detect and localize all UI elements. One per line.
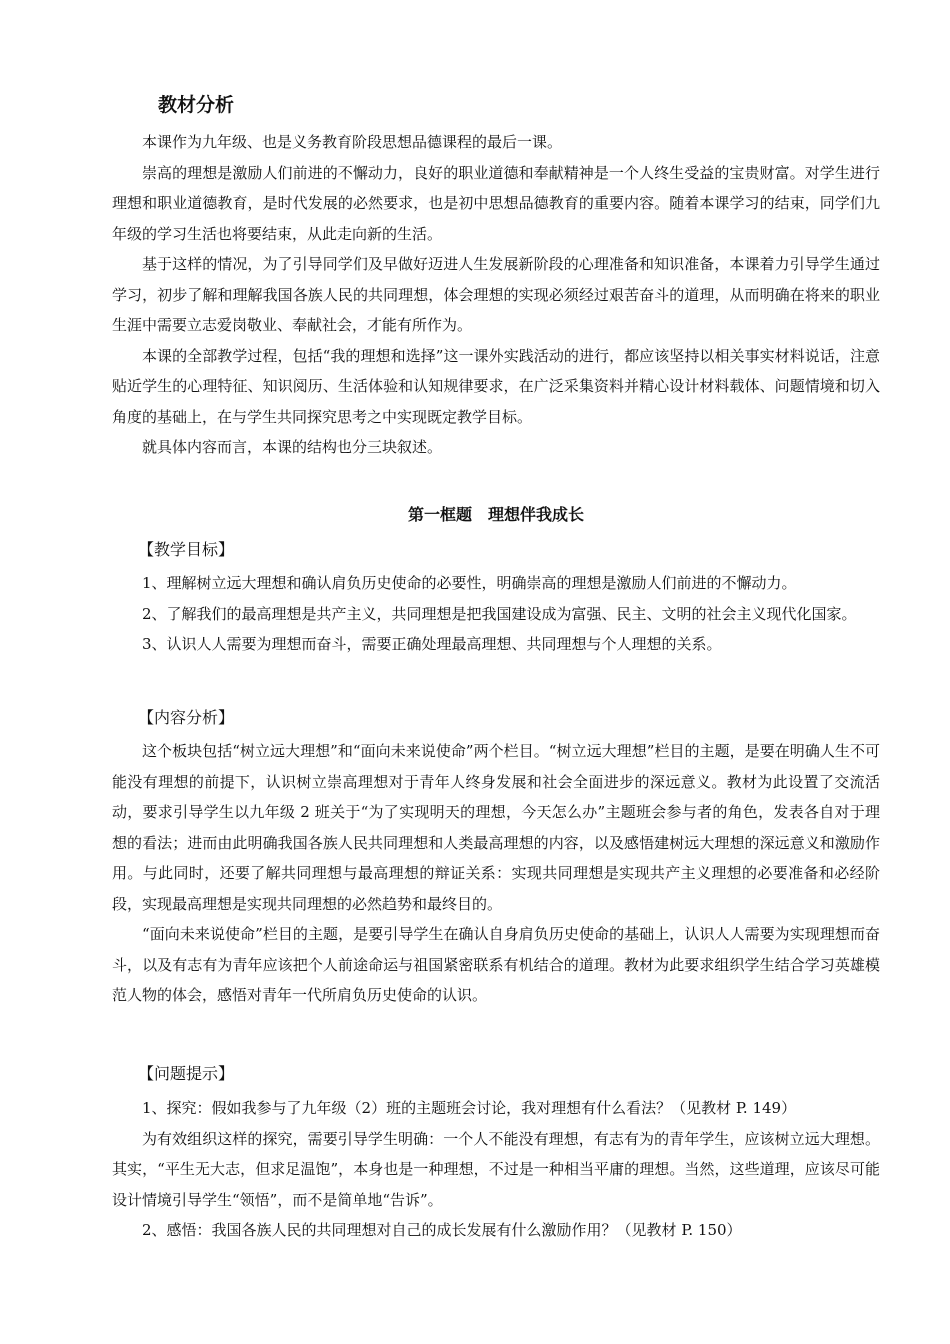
goal-item: 2、了解我们的最高理想是共产主义，共同理想是把我国建设成为富强、民主、文明的社会主义现代化国家。 [142, 604, 857, 623]
section-heading-goals: 【教学目标】 [138, 540, 235, 559]
section-heading-content: 【内容分析】 [138, 708, 235, 727]
paragraph: 1、探究：假如我参与了九年级（2）班的主题班会讨论，我对理想有什么看法？（见教材 P. 149） [142, 1099, 797, 1117]
goals-list [112, 568, 880, 660]
hints-body [112, 1093, 880, 1246]
section-heading-hints: 【问题提示】 [138, 1064, 235, 1083]
paragraph: 基于这样的情况，为了引导同学们及早做好迈进人生发展新阶段的心理准备和知识准备，本课着力引导学生通过学习，初步了解和理解我国各族人民的共同理想，体会理想的实现必须经过艰苦奋斗的道理，从而明确在将来的职业生涯中需要立志爱岗敬业、奉献社会，才能有所作为。 [112, 255, 880, 334]
paragraph: “面向未来说使命”栏目的主题，是要引导学生在确认自身肩负历史使命的基础上，认识人人需要为实现理想而奋斗，以及有志有为青年应该把个人前途命运与祖国紧密联系有机结合的道理。教材为此要求组织学生结合学习英雄模范人物的体会，感悟对青年一代所肩负历史使命的认识。 [112, 925, 880, 1004]
analysis-body [112, 127, 880, 463]
goal-item: 1、理解树立远大理想和确认肩负历史使命的必要性，明确崇高的理想是激励人们前进的不懈动力。 [142, 574, 797, 592]
paragraph: 这个板块包括“树立远大理想”和“面向未来说使命”两个栏目。“树立远大理想”栏目的主题，是要在明确人生不可能没有理想的前提下，认识树立崇高理想对于青年人终身发展和社会全面进步的深远意义。教材为此设置了交流活动，要求引导学生以九年级 2 班关于“为了实现明天的理想，今天怎么办”主题班会参与者的角色，发表各自对于理想的看法；进而由此明确我国各族人民共同理想和人类最高理想的内容，以及感悟建树远大理想的深远意义和激励作用。与此同时，还要了解共同理想与最高理想的辩证关系：实现共同理想是实现共产主义理想的必要准备和必经阶段，实现最高理想是实现共同理想的必然趋势和最终目的。 [112, 742, 880, 913]
analysis-title: 教材分析 [158, 94, 235, 116]
paragraph: 本课作为九年级、也是义务教育阶段思想品德课程的最后一课。 [142, 133, 563, 151]
paragraph: 2、感悟：我国各族人民的共同理想对自己的成长发展有什么激励作用？（见教材 P. 150） [142, 1221, 742, 1239]
paragraph: 就具体内容而言，本课的结构也分三块叙述。 [142, 438, 443, 456]
paragraph: 本课的全部教学过程，包括“我的理想和选择”这一课外实践活动的进行，都应该坚持以相关事实材料说话，注意贴近学生的心理特征、知识阅历、生活体验和认知规律要求，在广泛采集资料并精心设计材料载体、问题情境和切入角度的基础上，在与学生共同探究思考之中实现既定教学目标。 [112, 346, 880, 426]
goal-item: 3、认识人人需要为理想而奋斗，需要正确处理最高理想、共同理想与个人理想的关系。 [142, 635, 722, 653]
paragraph: 崇高的理想是激励人们前进的不懈动力，良好的职业道德和奉献精神是一个人终生受益的宝贵财富。对学生进行理想和职业道德教育，是时代发展的必然要求，也是初中思想品德教育的重要内容。随着本课学习的结束，同学们九年级的学习生活也将要结束，从此走向新的生活。 [112, 163, 880, 243]
content-analysis [112, 736, 880, 1011]
lesson-title: 第一框题 理想伴我成长 [407, 505, 584, 524]
paragraph: 为有效组织这样的探究，需要引导学生明确：一个人不能没有理想，有志有为的青年学生，应该树立远大理想。其实，“平生无大志，但求足温饱”，本身也是一种理想，不过是一种相当平庸的理想。当然，这些道理，应该尽可能设计情境引导学生“领悟”，而不是简单地“告诉”。 [112, 1129, 880, 1209]
